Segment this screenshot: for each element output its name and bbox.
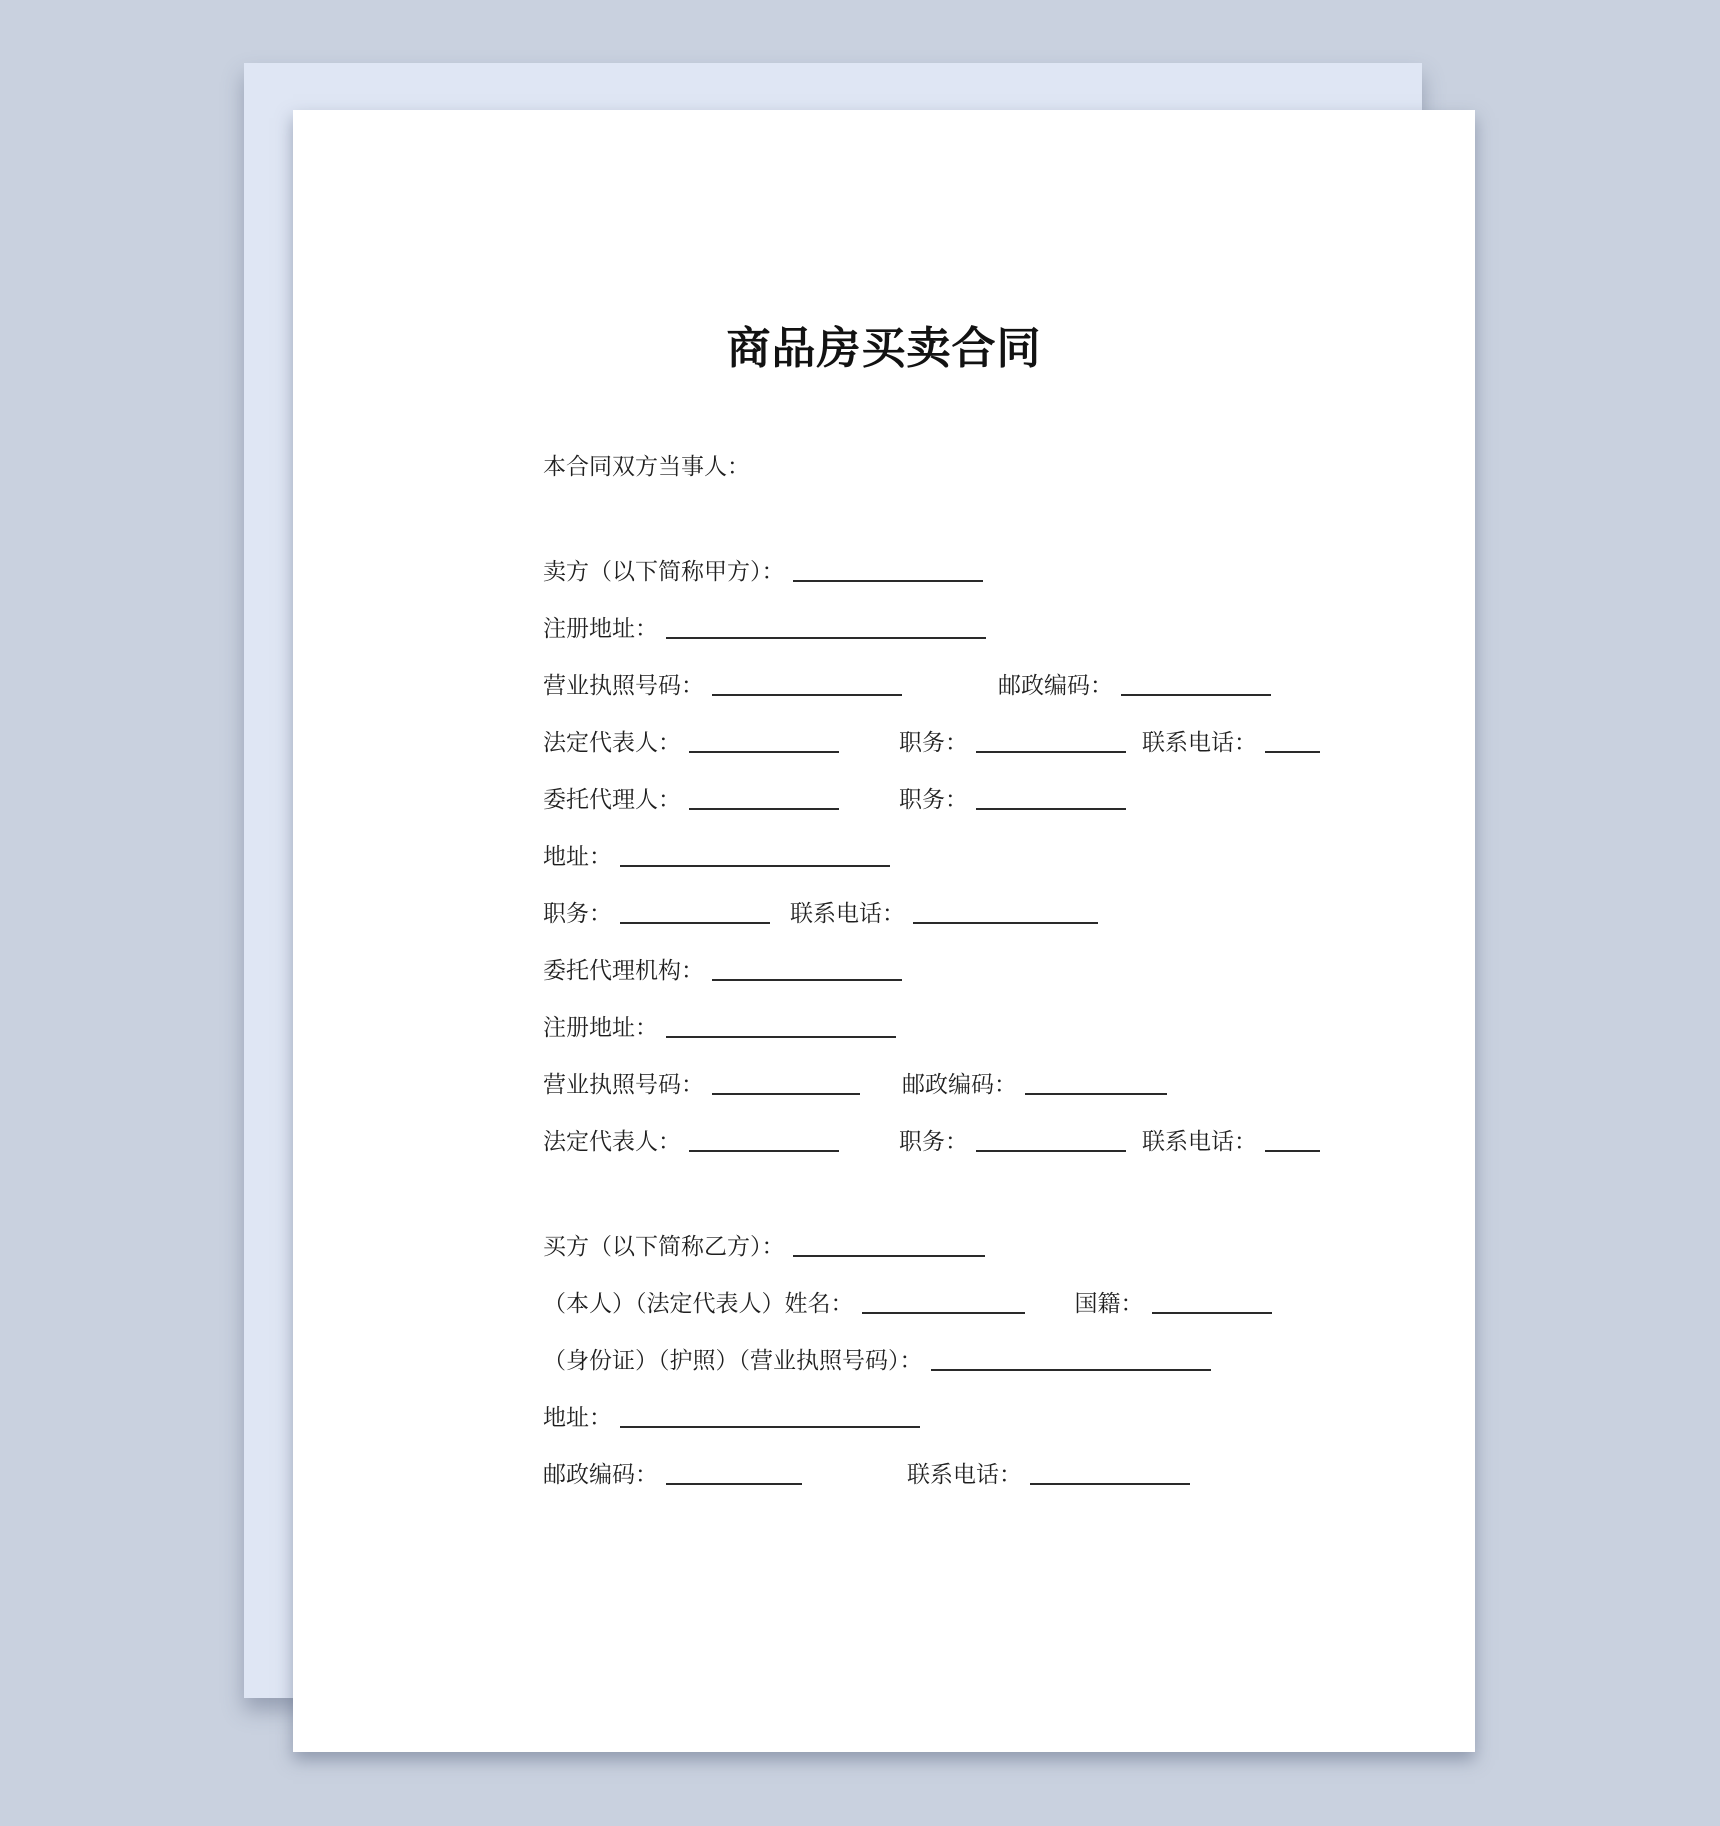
field-label: 邮政编码：	[902, 1072, 1017, 1098]
field-label: 国籍：	[1074, 1291, 1144, 1317]
blank-underline	[1152, 1312, 1272, 1314]
blank-underline	[666, 637, 986, 639]
blank-underline	[666, 1483, 802, 1485]
blank-underline	[1030, 1483, 1190, 1485]
field-label: 地址：	[543, 1405, 612, 1431]
field-label: 营业执照号码：	[543, 673, 704, 699]
blank-underline	[712, 979, 902, 981]
blank-underline	[620, 1426, 920, 1428]
field-label: 职务：	[899, 787, 968, 813]
blank-underline	[976, 808, 1126, 810]
form-line	[543, 712, 1475, 769]
blank-underline	[976, 1150, 1126, 1152]
field-label: 营业执照号码：	[543, 1072, 704, 1098]
blank-underline	[712, 1093, 860, 1095]
field-label: （身份证）（护照）（营业执照号码）：	[543, 1348, 923, 1374]
form-line	[543, 940, 1475, 997]
form-line	[543, 1273, 1475, 1330]
blank-underline	[793, 580, 983, 582]
blank-underline	[1025, 1093, 1167, 1095]
field-label: 联系电话：	[1142, 730, 1257, 756]
field-label: 联系电话：	[790, 901, 905, 927]
form-line	[543, 598, 1475, 655]
blank-underline	[931, 1369, 1211, 1371]
blank-underline	[689, 808, 839, 810]
blank-underline	[913, 922, 1098, 924]
field-label: 注册地址：	[543, 1015, 658, 1041]
field-label: 法定代表人：	[543, 1129, 681, 1155]
field-label: 买方（以下简称乙方）：	[543, 1234, 785, 1260]
field-label: 职务：	[899, 1129, 968, 1155]
field-label: 邮政编码：	[543, 1462, 658, 1488]
blank-underline	[712, 694, 902, 696]
field-label: 联系电话：	[1142, 1129, 1257, 1155]
form-line	[543, 1216, 1475, 1273]
blank-underline	[862, 1312, 1025, 1314]
form-line	[543, 541, 1475, 598]
contract-body	[293, 436, 1475, 1501]
form-line	[543, 1444, 1475, 1501]
contract-page	[293, 110, 1475, 1752]
blank-underline	[620, 922, 770, 924]
field-label: （本人）（法定代表人）姓名：	[543, 1291, 854, 1317]
contract-title: 商品房买卖合同	[726, 323, 1042, 374]
blank-underline	[689, 1150, 839, 1152]
blank-underline	[1265, 1150, 1320, 1152]
blank-underline	[620, 865, 890, 867]
form-line	[543, 769, 1475, 826]
form-line	[543, 1387, 1475, 1444]
form-line	[543, 883, 1475, 940]
blank-underline	[1265, 751, 1320, 753]
field-label: 注册地址：	[543, 616, 658, 642]
form-line	[543, 826, 1475, 883]
form-line	[543, 655, 1475, 712]
blank-underline	[689, 751, 839, 753]
form-line	[543, 1330, 1475, 1387]
field-label: 委托代理人：	[543, 787, 681, 813]
blank-underline	[1121, 694, 1271, 696]
form-line	[543, 997, 1475, 1054]
form-line	[543, 1111, 1475, 1168]
field-label: 委托代理机构：	[543, 958, 704, 984]
field-label: 邮政编码：	[998, 673, 1113, 699]
field-label: 法定代表人：	[543, 730, 681, 756]
field-label: 地址：	[543, 844, 612, 870]
field-label: 职务：	[543, 901, 612, 927]
form-line	[543, 436, 1475, 493]
blank-underline	[976, 751, 1126, 753]
blank-underline	[666, 1036, 896, 1038]
field-label: 职务：	[899, 730, 968, 756]
field-label: 本合同双方当事人：	[543, 454, 750, 480]
field-label: 联系电话：	[907, 1462, 1022, 1488]
field-label: 卖方（以下简称甲方）：	[543, 559, 785, 585]
blank-underline	[793, 1255, 985, 1257]
form-line	[543, 1054, 1475, 1111]
